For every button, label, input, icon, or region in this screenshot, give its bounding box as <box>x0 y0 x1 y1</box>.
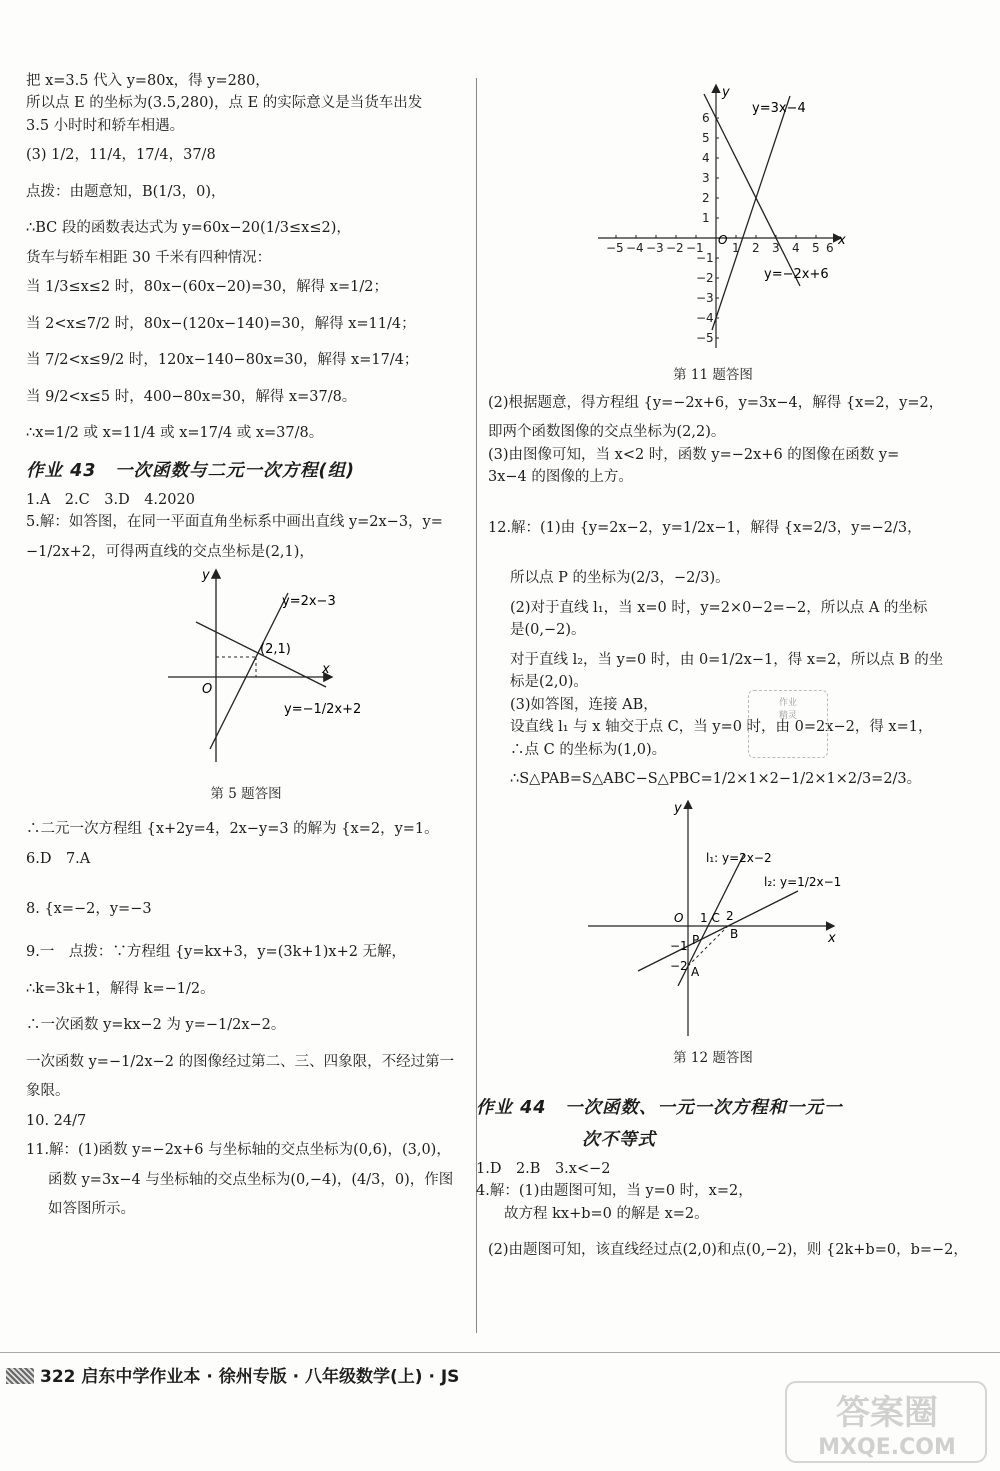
text-line: (3)由图像可知，当 x<2 时，函数 y=−2x+6 的图像在函数 y= <box>488 446 900 463</box>
y-tick-label: 4 <box>702 151 710 165</box>
label-l2: l₂: y=1/2x−1 <box>764 875 842 890</box>
text-line: 象限。 <box>26 1083 70 1100</box>
label-l1: l₁: y=2x−2 <box>706 851 772 866</box>
text-line: 把 x=3.5 代入 y=80x，得 y=280， <box>26 73 270 89</box>
x-tick-label: 5 <box>812 241 820 255</box>
x-tick-label: −1 <box>686 241 704 255</box>
text-line: 4.解：(1)由题图可知，当 y=0 时，x=2， <box>476 1183 753 1200</box>
text-line: 11.解：(1)函数 y=−2x+6 与坐标轴的交点坐标为(0,6)，(3,0)， <box>26 1142 451 1159</box>
text-line: 所以点 E 的坐标为(3.5,280)，点 E 的实际意义是当货车出发 <box>26 95 423 112</box>
label-line1: y=2x−3 <box>282 594 336 610</box>
text-line: 当 1/3≤x≤2 时，80x−(60x−20)=30，解得 x=1/2； <box>26 279 388 296</box>
text-line: 6.D 7.A <box>26 850 91 867</box>
label-origin: O <box>202 682 213 698</box>
text-line: 对于直线 l₂，当 y=0 时，由 0=1/2x−1，得 x=2，所以点 B 的坐 <box>510 651 944 668</box>
label-line1: y=3x−4 <box>752 101 806 116</box>
figure-11-caption: 第 11 题答图 <box>673 367 753 383</box>
text-line: 当 9/2<x≤5 时，400−80x=30，解得 x=37/8。 <box>26 388 357 405</box>
figure-12-caption: 第 12 题答图 <box>673 1050 753 1067</box>
line-l2 <box>638 891 798 974</box>
text-line: (3)如答图，连接 AB， <box>510 696 658 713</box>
text-line: ∴S△PAB=S△ABC−S△PBC=1/2×1×2−1/2×1×2/3=2/3。 <box>510 771 922 788</box>
column-divider <box>476 78 477 1333</box>
label-c: 1 C <box>700 911 720 926</box>
right-column <box>476 78 968 1262</box>
x-tick-label: 1 <box>732 241 740 255</box>
y-tick-label: −5 <box>696 331 714 345</box>
watermark-logo <box>782 1378 992 1466</box>
text-line: ∴点 C 的坐标为(1,0)。 <box>510 741 667 758</box>
x-tick-label: −4 <box>626 241 644 255</box>
text-line: (3) 1/2，11/4，17/4，37/8 <box>26 147 216 164</box>
label-line2: y=−1/2x+2 <box>284 702 362 718</box>
text-line: ∴x=1/2 或 x=11/4 或 x=17/4 或 x=37/8。 <box>26 425 324 442</box>
svg-text:MXQE.COM: MXQE.COM <box>818 1435 956 1460</box>
label-point: (2,1) <box>260 642 291 658</box>
x-tick-label: 2 <box>752 241 760 255</box>
x-tick-label: −2 <box>666 241 684 255</box>
x-tick-label: −3 <box>646 241 664 255</box>
text-line: 故方程 kx+b=0 的解是 x=2。 <box>504 1205 709 1222</box>
figure-12 <box>488 796 938 1046</box>
label-x: x <box>828 931 836 947</box>
label-y: y <box>202 568 210 584</box>
page-footer <box>6 1362 459 1387</box>
watermark-graphic <box>782 1378 992 1466</box>
text-line: ∴二元一次方程组 {x+2y=4，2x−y=3 的解为 {x=2，y=1。 <box>26 821 439 838</box>
footer-text: 322 启东中学作业本 · 徐州专版 · 八年级数学(上) · JS <box>40 1367 460 1387</box>
figure-11-graph <box>488 78 938 363</box>
label-minus2: −2 <box>670 959 688 974</box>
text-line: 9.一 点拨：∵方程组 {y=kx+3，y=(3k+1)x+2 无解， <box>26 944 407 961</box>
text-line: 1.D 2.B 3.x<−2 <box>476 1160 611 1177</box>
text-line: 设直线 l₁ 与 x 轴交于点 C，当 y=0 时，由 0=2x−2，得 x=1， <box>510 719 933 736</box>
section-heading-44: 作业 44 一次函数、一元一次方程和一元一 <box>476 1098 843 1119</box>
text-line: 10. 24/7 <box>26 1112 87 1129</box>
x-tick-label: 4 <box>792 241 800 255</box>
label-y: y <box>722 85 730 100</box>
label-x: x <box>322 662 330 678</box>
figure-11 <box>488 78 938 363</box>
y-tick-label: 5 <box>702 131 710 145</box>
section-heading-43: 作业 43 一次函数与二元一次方程(组) <box>26 460 355 481</box>
left-column <box>26 70 466 1221</box>
y-tick-label: −3 <box>696 291 714 305</box>
text-line: ∴k=3k+1，解得 k=−1/2。 <box>26 980 215 997</box>
svg-text:答案圈: 答案圈 <box>836 1393 938 1433</box>
text-line: 1.A 2.C 3.D 4.2020 <box>26 491 195 508</box>
text-line: 即两个函数图像的交点坐标为(2,2)。 <box>488 424 726 441</box>
text-line: 是(0,−2)。 <box>510 622 586 639</box>
figure-5 <box>26 567 466 782</box>
text-line: 12.解：(1)由 {y=2x−2，y=1/2x−1，解得 {x=2/3，y=−2/3， <box>488 519 922 536</box>
label-2: 2 <box>726 909 734 924</box>
y-tick-label: −4 <box>696 311 714 325</box>
label-y: y <box>674 801 682 817</box>
line-y-2x-3 <box>210 593 288 749</box>
section-heading-44-cont: 次不等式 <box>582 1129 656 1150</box>
label-x: x <box>838 233 846 248</box>
label-origin: O <box>718 233 728 247</box>
text-line: ∴BC 段的函数表达式为 y=60x−20(1/3≤x≤2)， <box>26 220 351 237</box>
text-line: 8. {x=−2，y=−3 <box>26 901 152 918</box>
label-p: P <box>692 933 700 948</box>
label-b: B <box>730 927 739 942</box>
y-tick-label: −1 <box>696 251 714 265</box>
figure-12-graph <box>488 796 938 1046</box>
label-line2: y=−2x+6 <box>764 267 829 282</box>
x-tick-label: 6 <box>826 241 834 255</box>
y-tick-label: 2 <box>702 191 710 205</box>
line-y-neg2x-plus-6 <box>704 94 800 286</box>
figure-5-caption: 第 5 题答图 <box>210 786 282 803</box>
x-tick-label: 3 <box>772 241 780 255</box>
label-a: A <box>691 965 700 980</box>
text-line: −1/2x+2，可得两直线的交点坐标是(2,1)， <box>26 543 314 560</box>
y-tick-label: 1 <box>702 211 710 225</box>
label-origin: O <box>674 911 684 926</box>
footer-rule <box>0 1352 1000 1353</box>
text-line: 函数 y=3x−4 与坐标轴的交点坐标为(0,−4)，(4/3，0)，作图 <box>48 1171 454 1188</box>
y-tick-label: 6 <box>702 111 710 125</box>
text-line: ∴一次函数 y=kx−2 为 y=−1/2x−2。 <box>26 1017 286 1034</box>
y-tick-label: −2 <box>696 271 714 285</box>
text-line: (2)根据题意，得方程组 {y=−2x+6，y=3x−4，解得 {x=2，y=2， <box>488 394 944 411</box>
x-tick-label: −5 <box>606 241 624 255</box>
text-line: 当 2<x≤7/2 时，80x−(120x−140)=30，解得 x=11/4； <box>26 315 416 332</box>
footer-texture-icon <box>6 1368 34 1384</box>
text-line: 5.解：如答图，在同一平面直角坐标系中画出直线 y=2x−3，y= <box>26 514 443 531</box>
text-line: (2)对于直线 l₁，当 x=0 时，y=2×0−2=−2，所以点 A 的坐标 <box>510 599 928 616</box>
text-line: (2)由题图可知，该直线经过点(2,0)和点(0,−2)，则 {2k+b=0，b=−2， <box>488 1242 968 1259</box>
text-line: 一次函数 y=−1/2x−2 的图像经过第二、三、四象限，不经过第一 <box>26 1053 455 1070</box>
y-tick-label: 3 <box>702 171 710 185</box>
line-y-3x-minus-4 <box>712 96 790 330</box>
stamp-logo: 作业 精灵 <box>748 690 828 758</box>
text-line: 标是(2,0)。 <box>510 674 588 691</box>
text-line: 如答图所示。 <box>48 1201 135 1218</box>
label-minus1: −1 <box>670 939 688 954</box>
text-line: 3.5 小时时和轿车相遇。 <box>26 117 185 134</box>
text-line: 3x−4 的图像的上方。 <box>488 469 633 486</box>
text-line: 当 7/2<x≤9/2 时，120x−140−80x=30，解得 x=17/4； <box>26 352 419 369</box>
figure-5-graph <box>26 567 466 777</box>
text-line: 所以点 P 的坐标为(2/3，−2/3)。 <box>510 570 730 587</box>
text-line: 点拨：由题意知，B(1/3，0)， <box>26 183 226 200</box>
text-line: 货车与轿车相距 30 千米有四种情况： <box>26 249 272 266</box>
